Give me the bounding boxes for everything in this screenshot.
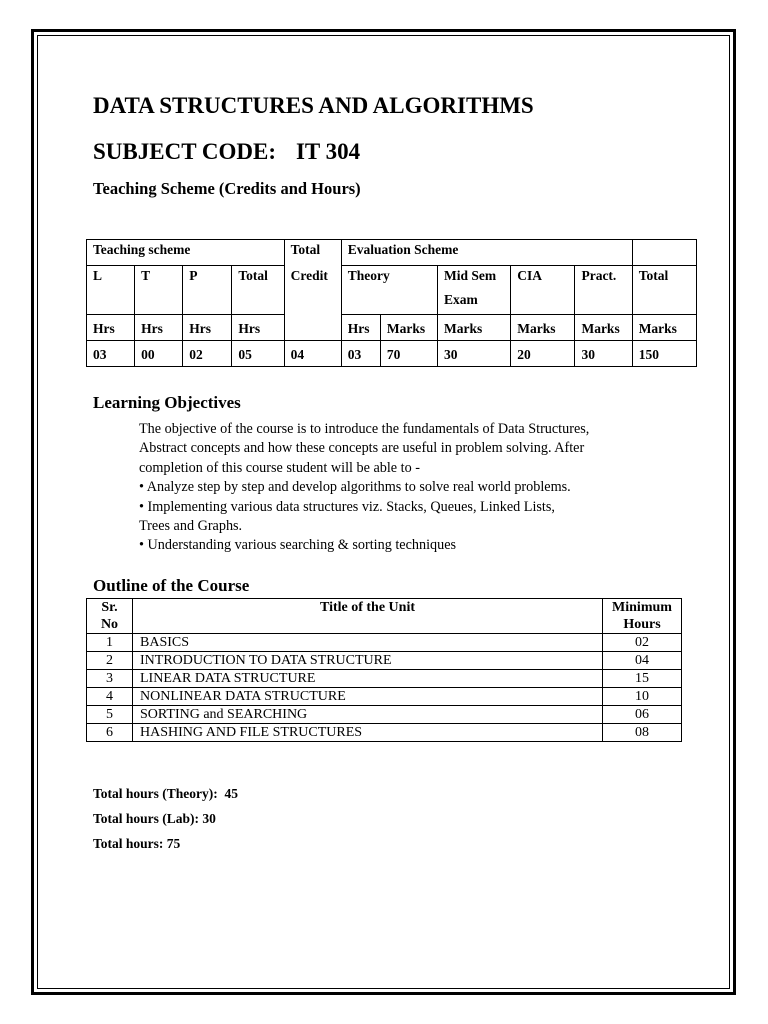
scheme-header-total: Total xyxy=(284,240,341,266)
scheme-col-midsem xyxy=(438,266,511,315)
scheme-header-evaluation: Evaluation Scheme xyxy=(341,240,632,266)
course-outline-heading: Outline of the Course xyxy=(93,576,250,595)
subject-code-label: SUBJECT CODE: xyxy=(93,139,276,164)
scheme-value-cell: 03 xyxy=(341,341,380,367)
scheme-header-teaching: Teaching scheme xyxy=(87,240,285,266)
scheme-col-theory: Theory xyxy=(341,266,437,315)
table-row xyxy=(87,706,682,724)
subject-code-value: IT 304 xyxy=(295,139,361,164)
scheme-unit-cell: Hrs xyxy=(341,315,380,341)
total-hours-lab: Total hours (Lab): 30 xyxy=(93,811,216,826)
outline-sr: 5 xyxy=(87,706,133,724)
scheme-value-cell: 30 xyxy=(438,341,511,367)
learning-objectives-text xyxy=(139,420,649,556)
outline-hours: 06 xyxy=(603,706,682,724)
scheme-unit-cell: Hrs xyxy=(232,315,284,341)
table-row xyxy=(87,724,682,742)
document-title: DATA STRUCTURES AND ALGORITHMS xyxy=(93,93,534,118)
scheme-value-cell: 70 xyxy=(380,341,437,367)
scheme-unit-cell: Hrs xyxy=(183,315,232,341)
scheme-value-cell: 150 xyxy=(632,341,696,367)
outline-sr: 4 xyxy=(87,688,133,706)
scheme-value-cell: 05 xyxy=(232,341,284,367)
outline-hours: 10 xyxy=(603,688,682,706)
objective-line: • Understanding various searching & sorting techniques xyxy=(139,537,457,554)
objective-line: Trees and Graphs. xyxy=(139,518,243,535)
outline-title: LINEAR DATA STRUCTURE xyxy=(133,670,603,688)
scheme-unit-cell: Marks xyxy=(511,315,575,341)
scheme-col-midsem-line2: Exam xyxy=(444,292,478,307)
scheme-unit-cell: Marks xyxy=(575,315,632,341)
outline-title: BASICS xyxy=(133,634,603,652)
outline-header-hours-label: Hours xyxy=(623,617,661,632)
outline-hours: 15 xyxy=(603,670,682,688)
scheme-value-cell: 03 xyxy=(87,341,135,367)
table-row xyxy=(87,652,682,670)
outline-hours: 08 xyxy=(603,724,682,742)
scheme-col-eval-total: Total xyxy=(632,266,696,315)
total-hours-theory: Total hours (Theory): 45 xyxy=(93,786,239,801)
scheme-col-midsem-line1: Mid Sem xyxy=(444,268,497,283)
teaching-scheme-table xyxy=(86,239,697,367)
objective-line: Abstract concepts and how these concepts are useful in problem solving. After xyxy=(139,440,585,457)
outline-header-hours xyxy=(603,599,682,634)
outline-header-srno xyxy=(87,599,133,634)
outline-title: SORTING and SEARCHING xyxy=(133,706,603,724)
scheme-value-cell: 04 xyxy=(284,341,341,367)
scheme-unit-cell: Hrs xyxy=(87,315,135,341)
outline-sr: 3 xyxy=(87,670,133,688)
outline-title: INTRODUCTION TO DATA STRUCTURE xyxy=(133,652,603,670)
teaching-scheme-heading: Teaching Scheme (Credits and Hours) xyxy=(93,179,361,198)
total-hours: Total hours: 75 xyxy=(93,836,181,851)
table-row xyxy=(87,670,682,688)
scheme-unit-cell: Marks xyxy=(632,315,696,341)
scheme-col-total: Total xyxy=(232,266,284,315)
learning-objectives-heading: Learning Objectives xyxy=(93,393,241,412)
scheme-value-cell: 30 xyxy=(575,341,632,367)
objective-line: The objective of the course is to introduce the fundamentals of Data Structures, xyxy=(139,421,590,437)
outline-hours: 02 xyxy=(603,634,682,652)
scheme-value-cell: 02 xyxy=(183,341,232,367)
scheme-unit-cell: Hrs xyxy=(135,315,183,341)
outline-header-title: Title of the Unit xyxy=(133,599,603,634)
outline-sr: 2 xyxy=(87,652,133,670)
scheme-header-blank xyxy=(632,240,696,266)
table-row xyxy=(87,634,682,652)
scheme-col-pract: Pract. xyxy=(575,266,632,315)
subject-code xyxy=(93,138,360,166)
outline-header-no: No xyxy=(100,617,119,632)
scheme-col-cia: CIA xyxy=(511,266,575,315)
outline-title: HASHING AND FILE STRUCTURES xyxy=(133,724,603,742)
outline-header-min: Minimum xyxy=(612,600,672,615)
scheme-col-T: T xyxy=(135,266,183,315)
scheme-col-P: P xyxy=(183,266,232,315)
table-row xyxy=(87,688,682,706)
objective-line: completion of this course student will be able to - xyxy=(139,459,420,476)
course-outline-table xyxy=(86,598,682,742)
outline-title: NONLINEAR DATA STRUCTURE xyxy=(133,688,603,706)
scheme-col-L: L xyxy=(87,266,135,315)
outline-sr: 6 xyxy=(87,724,133,742)
objective-line: • Analyze step by step and develop algorithms to solve real world problems. xyxy=(139,479,571,496)
scheme-unit-cell: Marks xyxy=(380,315,437,341)
outline-header-sr: Sr. xyxy=(101,600,118,615)
scheme-col-credit: Credit xyxy=(284,266,341,341)
outline-hours: 04 xyxy=(603,652,682,670)
objective-line: • Implementing various data structures viz. Stacks, Queues, Linked Lists, xyxy=(139,498,555,515)
outline-sr: 1 xyxy=(87,634,133,652)
scheme-value-cell: 00 xyxy=(135,341,183,367)
scheme-value-cell: 20 xyxy=(511,341,575,367)
scheme-unit-cell: Marks xyxy=(438,315,511,341)
